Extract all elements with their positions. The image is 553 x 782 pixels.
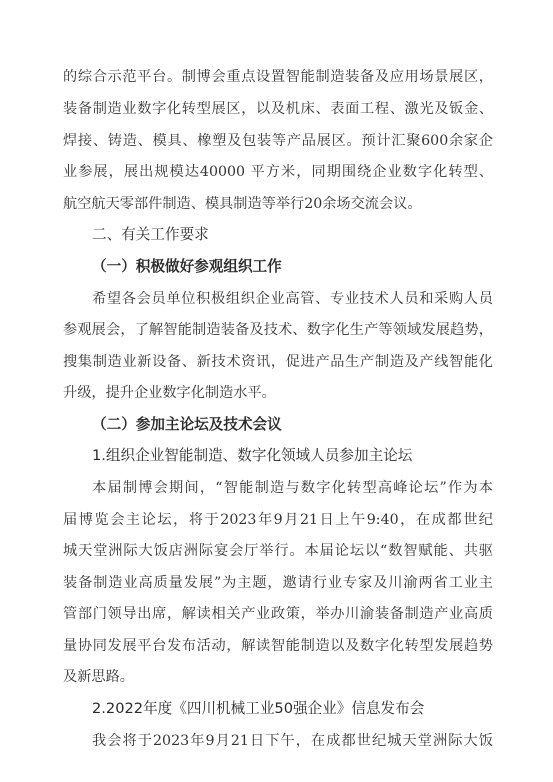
paragraph-line: 城天堂洲际大饭店洲际宴会厅举行。本届论坛以“数智赋能、共驱 [63, 543, 493, 559]
paragraph-line: 量协同发展平台发布活动，解读智能制造以及数字化转型发展趋势 [63, 638, 493, 654]
paragraph-line: 届博览会主论坛，将于2023年9月21日上午9:40，在成都世纪 [63, 512, 493, 528]
paragraph-line: 我会将于2023年9月21日下午，在成都世纪城天堂洲际大饭 [92, 733, 493, 749]
item-heading: 2.2022年度《四川机械工业50强企业》信息发布会 [92, 700, 425, 717]
paragraph-line: 及新思路。 [63, 669, 134, 685]
paragraph-line: 装备制造业高质量发展”为主题，邀请行业专家及川渝两省工业主 [63, 575, 493, 591]
paragraph-line: 的综合示范平台。制博会重点设置智能制造装备及应用场景展区， [63, 69, 493, 85]
paragraph-line: 本届制博会期间，“智能制造与数字化转型高峰论坛”作为本 [92, 480, 493, 496]
item-heading: 1.组织企业智能制造、数字化领域人员参加主论坛 [92, 447, 413, 464]
paragraph-line: 搜集制造业新设备、新技术资讯，促进产品生产制造及产线智能化 [63, 354, 493, 370]
subsection-heading: （二）参加主论坛及技术会议 [92, 416, 282, 433]
paragraph-line: 参观展会，了解智能制造装备及技术、数字化生产等领域发展趋势， [63, 322, 493, 338]
paragraph-line: 升级，提升企业数字化制造水平。 [63, 385, 276, 401]
paragraph-line: 业参展，展出规模达40000 平方米，同期围绕企业数字化转型、 [63, 164, 493, 180]
paragraph-line: 焊接、铸造、模具、橡塑及包装等产品展区。预计汇聚600余家企 [63, 133, 493, 149]
section-heading: 二、有关工作要求 [92, 226, 209, 243]
paragraph-line: 航空航天零部件制造、模具制造等举行20余场交流会议。 [63, 196, 422, 212]
paragraph-line: 管部门领导出席，解读相关产业政策，举办川渝装备制造产业高质 [63, 606, 493, 622]
paragraph-line: 希望各会员单位积极组织企业高管、专业技术人员和采购人员 [92, 291, 493, 307]
subsection-heading: （一）积极做好参观组织工作 [92, 258, 282, 275]
paragraph-line: 装备制造业数字化转型展区，以及机床、表面工程、激光及钣金、 [63, 101, 493, 117]
